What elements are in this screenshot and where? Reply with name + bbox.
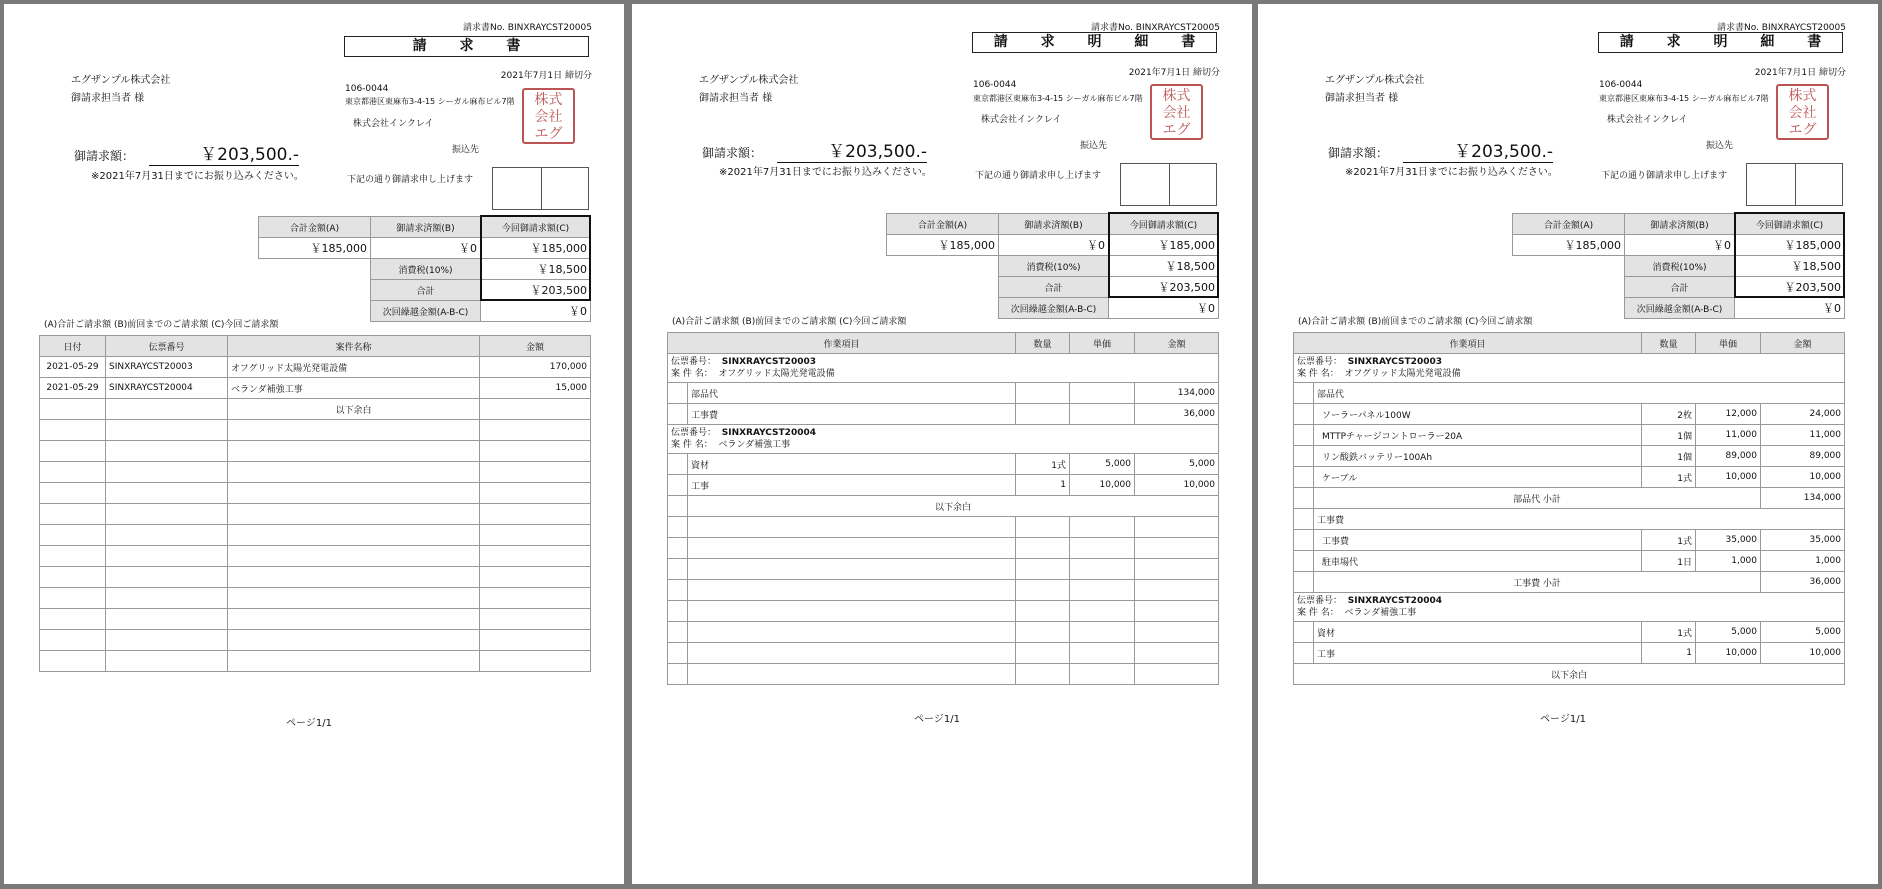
page-title: 請 求 明 細 書 — [1598, 32, 1843, 53]
page-number: ページ1/1 — [914, 714, 960, 725]
table-row: ケーブル 1式 10,000 10,000 — [1294, 467, 1845, 488]
table-row: MTTPチャージコントローラー20A 1個 11,000 11,000 — [1294, 425, 1845, 446]
issuer-name: 株式会社インクレイ — [981, 115, 1062, 125]
legend-note: (A)合計ご請求額 (B)前回までのご請求額 (C)今回ご請求額 — [1298, 317, 1533, 327]
table-row: 工事費 36,000 — [668, 404, 1219, 425]
col-unit-price: 単価 — [1070, 333, 1135, 354]
summary-header-b: 御請求済額(B) — [371, 217, 481, 238]
issuer-address: 東京都港区東麻布3-4-15 シーガル麻布ビル7階 — [345, 97, 515, 106]
table-row: 資材 1式 5,000 5,000 — [668, 454, 1219, 475]
summary-header-c: 今回御請求額(C) — [1109, 214, 1219, 235]
summary-value-c: ￥185,000 — [481, 238, 591, 259]
client-company: エグザンプル株式会社 — [699, 75, 799, 86]
table-row: 工事 1 10,000 10,000 — [1294, 643, 1845, 664]
client-person: 御請求担当者 様 — [1325, 93, 1399, 104]
subtotal-label: 部品代 小計 — [1314, 488, 1761, 509]
col-amount: 金額 — [480, 336, 591, 357]
carry-label: 次回繰越金額(A-B-C) — [371, 301, 481, 322]
total-label: 合計 — [371, 280, 481, 301]
subtotal-label: 工事費 小計 — [1314, 572, 1761, 593]
amount-value: ￥203,500.- — [777, 142, 927, 163]
invoice-page-2 — [632, 4, 1252, 884]
total-label: 合計 — [999, 277, 1109, 298]
closing-date: 2021年7月1日 締切分 — [1128, 68, 1220, 78]
issuer-name: 株式会社インクレイ — [1607, 115, 1688, 125]
deadline-note: ※2021年7月31日までにお振り込みください。 — [1345, 167, 1558, 178]
col-qty: 数量 — [1642, 333, 1696, 354]
total-label: 合計 — [1625, 277, 1735, 298]
transfer-box — [492, 167, 589, 210]
closing-date: 2021年7月1日 締切分 — [500, 71, 592, 81]
page-title: 請 求 書 — [344, 36, 589, 57]
amount-label: 御請求額： — [702, 146, 763, 160]
client-person: 御請求担当者 様 — [71, 93, 145, 104]
col-work-item: 作業項目 — [668, 333, 1016, 354]
table-row: 2021-05-29 SINXRAYCST20004 ベランダ補強工事 15,000 — [40, 378, 591, 399]
tax-label: 消費税(10%) — [1625, 256, 1735, 277]
summary-value-a: ￥185,000 — [259, 238, 371, 259]
tax-value: ￥18,500 — [1109, 256, 1219, 277]
transfer-box — [1120, 163, 1217, 206]
summary-value-b: ￥0 — [999, 235, 1109, 256]
detail-table — [39, 335, 591, 672]
request-note: 下記の通り御請求申し上げます — [347, 175, 474, 185]
col-work-item: 作業項目 — [1294, 333, 1642, 354]
summary-header-a: 合計金額(A) — [1513, 214, 1625, 235]
invoice-number: 請求書No. BINXRAYCST20005 — [462, 23, 592, 33]
col-unit-price: 単価 — [1696, 333, 1761, 354]
page-number: ページ1/1 — [1540, 714, 1586, 725]
voucher-header: 伝票番号： SINXRAYCST20003 案 件 名： オフグリッド太陽光発電設備 — [668, 354, 1219, 383]
amount-value: ￥203,500.- — [1403, 142, 1553, 163]
carry-label: 次回繰越金額(A-B-C) — [999, 298, 1109, 319]
amount-label: 御請求額： — [1328, 146, 1389, 160]
carry-value: ￥0 — [481, 301, 591, 322]
invoice-page-1 — [4, 4, 624, 884]
col-case: 案件名称 — [228, 336, 480, 357]
detail-table — [1293, 332, 1845, 685]
summary-value-b: ￥0 — [371, 238, 481, 259]
total-value: ￥203,500 — [1735, 277, 1845, 298]
postal-code: 106-0044 — [345, 84, 389, 94]
request-note: 下記の通り御請求申し上げます — [1601, 171, 1728, 181]
end-label: 以下余白 — [688, 496, 1219, 517]
table-row: ソーラーパネル100W 2枚 12,000 24,000 — [1294, 404, 1845, 425]
deadline-note: ※2021年7月31日までにお振り込みください。 — [91, 171, 304, 182]
total-value: ￥203,500 — [481, 280, 591, 301]
voucher-header: 伝票番号： SINXRAYCST20004 案 件 名： ベランダ補強工事 — [1294, 593, 1845, 622]
summary-header-b: 御請求済額(B) — [1625, 214, 1735, 235]
voucher-header: 伝票番号： SINXRAYCST20004 案 件 名： ベランダ補強工事 — [668, 425, 1219, 454]
subtotal-value: 36,000 — [1761, 572, 1845, 593]
client-company: エグザンプル株式会社 — [1325, 75, 1425, 86]
table-row — [40, 399, 591, 420]
carry-label: 次回繰越金額(A-B-C) — [1625, 298, 1735, 319]
client-company: エグザンプル株式会社 — [71, 75, 171, 86]
deadline-note: ※2021年7月31日までにお振り込みください。 — [719, 167, 932, 178]
company-seal: 株式 会社 エグ — [522, 88, 575, 144]
issuer-address: 東京都港区東麻布3-4-15 シーガル麻布ビル7階 — [973, 94, 1143, 103]
summary-header-a: 合計金額(A) — [887, 214, 999, 235]
group-label: 部品代 — [1314, 383, 1845, 404]
closing-date: 2021年7月1日 締切分 — [1754, 68, 1846, 78]
summary-header-b: 御請求済額(B) — [999, 214, 1109, 235]
transfer-label: 振込先 — [452, 145, 480, 155]
issuer-address: 東京都港区東麻布3-4-15 シーガル麻布ビル7階 — [1599, 94, 1769, 103]
carry-value: ￥0 — [1735, 298, 1845, 319]
summary-value-a: ￥185,000 — [887, 235, 999, 256]
legend-note: (A)合計ご請求額 (B)前回までのご請求額 (C)今回ご請求額 — [672, 317, 907, 327]
summary-header-c: 今回御請求額(C) — [481, 217, 591, 238]
client-person: 御請求担当者 様 — [699, 93, 773, 104]
postal-code: 106-0044 — [1599, 80, 1643, 90]
table-row: リン酸鉄バッテリー100Ah 1個 89,000 89,000 — [1294, 446, 1845, 467]
end-label: 以下余白 — [228, 399, 480, 420]
col-qty: 数量 — [1016, 333, 1070, 354]
summary-table — [886, 213, 1219, 319]
summary-table — [1512, 213, 1845, 319]
legend-note: (A)合計ご請求額 (B)前回までのご請求額 (C)今回ご請求額 — [44, 320, 279, 330]
summary-value-c: ￥185,000 — [1109, 235, 1219, 256]
invoice-number: 請求書No. BINXRAYCST20005 — [1716, 23, 1846, 33]
summary-value-a: ￥185,000 — [1513, 235, 1625, 256]
tax-label: 消費税(10%) — [371, 259, 481, 280]
table-row: 駐車場代 1日 1,000 1,000 — [1294, 551, 1845, 572]
transfer-label: 振込先 — [1080, 141, 1108, 151]
col-date: 日付 — [40, 336, 106, 357]
detail-table — [667, 332, 1219, 685]
summary-header-c: 今回御請求額(C) — [1735, 214, 1845, 235]
page-number: ページ1/1 — [286, 718, 332, 729]
postal-code: 106-0044 — [973, 80, 1017, 90]
total-value: ￥203,500 — [1109, 277, 1219, 298]
table-row: 工事費 1式 35,000 35,000 — [1294, 530, 1845, 551]
tax-value: ￥18,500 — [481, 259, 591, 280]
tax-value: ￥18,500 — [1735, 256, 1845, 277]
table-row: 2021-05-29 SINXRAYCST20003 オフグリッド太陽光発電設備 170,000 — [40, 357, 591, 378]
issuer-name: 株式会社インクレイ — [353, 119, 434, 129]
transfer-label: 振込先 — [1706, 141, 1734, 151]
group-label: 工事費 — [1314, 509, 1845, 530]
invoice-page-3 — [1258, 4, 1878, 884]
table-row: 資材 1式 5,000 5,000 — [1294, 622, 1845, 643]
table-row: 部品代 134,000 — [668, 383, 1219, 404]
company-seal: 株式 会社 エグ — [1150, 84, 1203, 140]
table-row: 工事 1 10,000 10,000 — [668, 475, 1219, 496]
summary-table — [258, 216, 591, 322]
tax-label: 消費税(10%) — [999, 256, 1109, 277]
request-note: 下記の通り御請求申し上げます — [975, 171, 1102, 181]
summary-header-a: 合計金額(A) — [259, 217, 371, 238]
carry-value: ￥0 — [1109, 298, 1219, 319]
amount-label: 御請求額： — [74, 149, 135, 163]
company-seal: 株式 会社 エグ — [1776, 84, 1829, 140]
col-amount: 金額 — [1761, 333, 1845, 354]
page-title: 請 求 明 細 書 — [972, 32, 1217, 53]
end-label: 以下余白 — [1294, 664, 1845, 685]
summary-value-b: ￥0 — [1625, 235, 1735, 256]
summary-value-c: ￥185,000 — [1735, 235, 1845, 256]
voucher-header: 伝票番号： SINXRAYCST20003 案 件 名： オフグリッド太陽光発電設備 — [1294, 354, 1845, 383]
transfer-box — [1746, 163, 1843, 206]
amount-value: ￥203,500.- — [149, 145, 299, 166]
col-amount: 金額 — [1135, 333, 1219, 354]
col-voucher: 伝票番号 — [106, 336, 228, 357]
invoice-number: 請求書No. BINXRAYCST20005 — [1090, 23, 1220, 33]
subtotal-value: 134,000 — [1761, 488, 1845, 509]
